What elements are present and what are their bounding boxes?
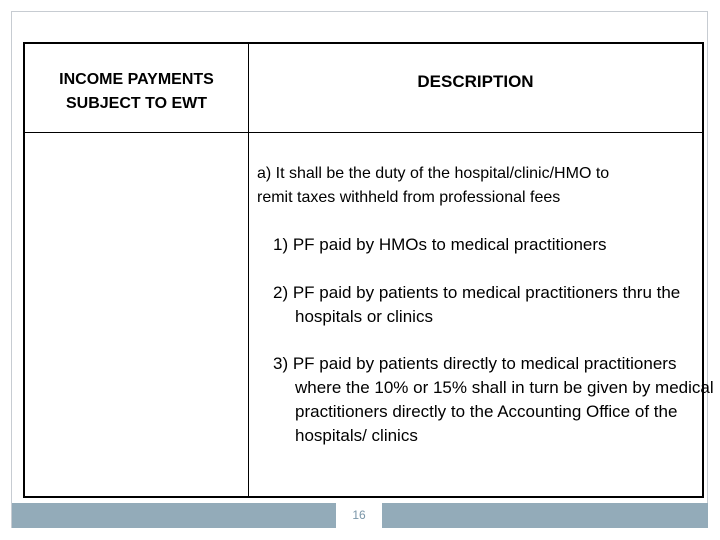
header-description: DESCRIPTION: [417, 72, 534, 91]
column-divider: [248, 44, 249, 496]
list-item-2: 2) PF paid by patients to medical practitioners thru the hospitals or clinics: [273, 283, 681, 326]
intro-paragraph: [257, 162, 702, 210]
ewt-table: [23, 42, 714, 498]
list-item-3: 3) PF paid by patients directly to medical practitioners where the 10% or 15% shall in turn be given by medical practitioners directly to the Accounting Office of the hospitals/ clinics: [273, 354, 714, 445]
list-item-1: 1) PF paid by HMOs to medical practitioners: [273, 235, 607, 254]
header-income-payments: [25, 68, 248, 116]
page-number: 16: [352, 508, 366, 522]
header-left-line2: SUBJECT TO EWT: [65, 95, 208, 112]
header-divider: [25, 132, 702, 133]
intro-line2: remit taxes withheld from professional fees: [257, 189, 561, 206]
intro-line1: a) It shall be the duty of the hospital/clinic/HMO to: [257, 165, 610, 182]
header-left-line1: INCOME PAYMENTS: [59, 71, 214, 88]
